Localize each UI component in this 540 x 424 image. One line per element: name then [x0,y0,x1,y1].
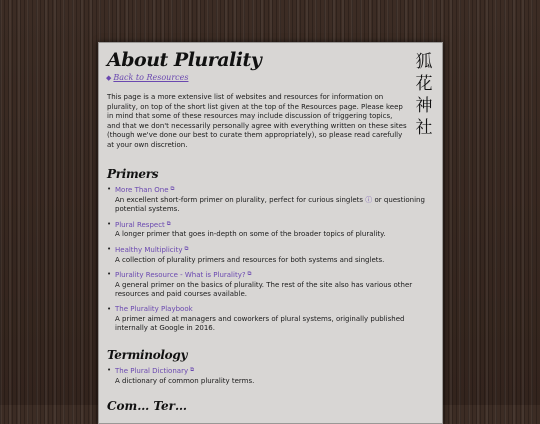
terminology-list [107,366,427,391]
external-link-icon: ⧉ [170,186,175,192]
item-description: An excellent short-form primer on plurality, perfect for curious singlets ⓘ or questioning potential systems. [115,195,425,214]
page-title: About Plurality [107,49,262,71]
kanji-flower: 花 [415,74,433,94]
primers-list [107,185,427,339]
back-link-label: Back to Resources [113,73,189,82]
external-link-icon: ⧉ [166,220,171,227]
external-link-icon: ⧉ [184,245,189,252]
kanji-god: 神 [415,96,433,116]
healthy-multiplicity-link[interactable]: Healthy Multiplicity [115,245,183,254]
list-item: • Healthy Multiplicity ⧉ A collection of plurality primers and resources for both systems and singlets. [107,245,427,265]
plurality-resource-link[interactable]: Plurality Resource - What is Plurality? [115,271,246,280]
list-item: • The Plurality Playbook A primer aimed at managers and coworkers of plural systems, originally published internally at Google in 2016. [107,305,427,334]
primers-heading: Primers [107,167,159,181]
plural-respect-link[interactable]: Plural Respect [115,220,165,229]
list-item: • The Plural Dictionary ⧉ A dictionary of common plurality terms. [107,366,427,386]
plural-dictionary-link[interactable]: The Plural Dictionary [115,367,189,375]
item-description: A primer aimed at managers and coworkers of plural systems, originally published internally at Google in 2016. [115,314,405,333]
list-item: • More Than One ⧉ An excellent short-form primer on plurality, perfect for curious singlets ⓘ or questioning potential systems. [107,185,427,215]
intro-paragraph: This page is a more extensive list of websites and resources for information on plurality, on top of the short list given at the top of the Resources page. Please keep in mind that some of these resources may include discussion of triggering topics, and that we don't necessarily personally agree with everything written on these sites (though we've done our best to curate them appropriately), so please read carefully at your own discretion. [107,93,407,149]
terminology-heading: Terminology [107,348,188,362]
more-than-one-link[interactable]: More Than One [115,186,169,194]
kanji-column [411,51,437,139]
info-icon[interactable]: ⓘ [365,195,373,204]
item-description: A general primer on the basics of plurality. The rest of the site also has various other resources and paid courses available. [115,280,413,299]
next-section-heading-partial: Com… Ter… [107,399,187,413]
list-item: • Plural Respect ⧉ A longer primer that goes in-depth on some of the broader topics of plurality. [107,220,427,240]
back-to-resources-link[interactable] [106,73,188,82]
external-link-icon: ⧉ [190,367,195,373]
content-panel [98,42,443,424]
kanji-fox: 狐 [415,52,433,72]
list-item: • Plurality Resource - What is Plurality? ⧉ A general primer on the basics of plurality. The rest of the site also has various other resources and paid courses available. [107,270,427,300]
diamond-icon: ◆ [106,74,112,82]
kanji-shrine: 社 [415,118,433,138]
item-description: A dictionary of common plurality terms. [115,376,255,385]
plurality-playbook-link[interactable]: The Plurality Playbook [115,304,193,313]
item-description: A longer primer that goes in-depth on some of the broader topics of plurality. [115,230,386,239]
external-link-icon: ⧉ [247,271,252,278]
item-description: A collection of plurality primers and resources for both systems and singlets. [115,255,385,264]
